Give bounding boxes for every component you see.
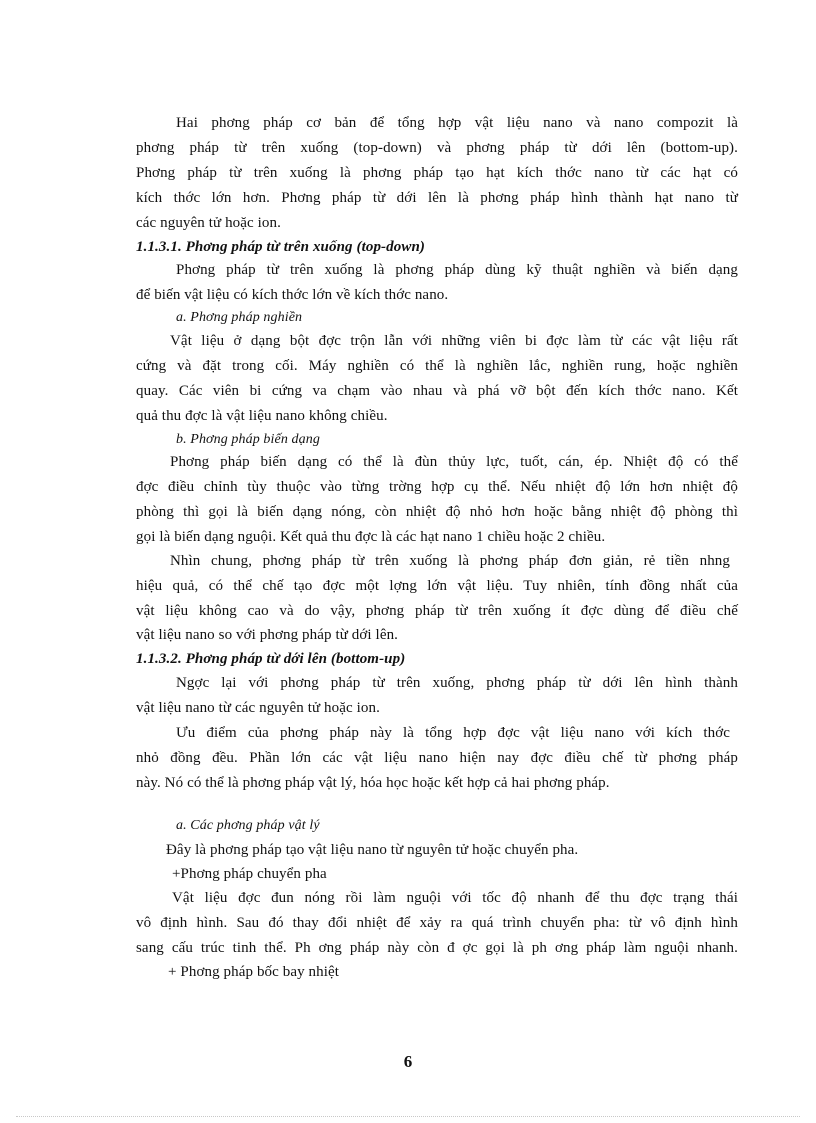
- paragraph-line: đợc điều chỉnh tùy thuộc vào từng trờng hợp cụ thể. Nếu nhiệt độ lớn hơn nhiệt độ: [136, 479, 738, 495]
- paragraph-line: vật liệu không cao và do vậy, phơng pháp từ trên xuống ít đợc dùng để điều chế: [136, 603, 738, 619]
- subsection-heading: a. Phơng pháp nghiền: [176, 310, 303, 325]
- paragraph-line: quay. Các viên bi cứng va chạm vào nhau và phá vỡ bột đến kích thớc nano. Kết: [136, 383, 738, 399]
- section-heading: 1.1.3.2. Phơng pháp từ dới lên (bottom-up): [136, 651, 406, 667]
- paragraph-line: Phơng pháp biến dạng có thể là đùn thủy lực, tuốt, cán, ép. Nhiệt độ có thể: [170, 454, 738, 470]
- paragraph-line: sang cấu trúc tinh thể. Ph ơng pháp này còn đ ợc gọi là ph ơng pháp làm nguội nhanh.: [136, 940, 738, 956]
- paragraph-line: Ưu điểm của phơng pháp này là tổng hợp đợc vật liệu nano với kích thớc: [176, 725, 730, 741]
- subsection-heading: b. Phơng pháp biến dạng: [176, 432, 320, 447]
- paragraph-line: này. Nó có thể là phơng pháp vật lý, hóa học hoặc kết hợp cả hai phơng pháp.: [136, 775, 610, 791]
- paragraph-line: hiệu quả, có thể chế tạo đợc một lợng lớn vật liệu. Tuy nhiên, tính đồng nhất của: [136, 578, 738, 594]
- paragraph-line: Nhìn chung, phơng pháp từ trên xuống là phơng pháp đơn giản, rẻ tiền nhng: [170, 553, 730, 569]
- paragraph-line: Ngợc lại với phơng pháp từ trên xuống, phơng pháp từ dới lên hình thành: [176, 675, 738, 691]
- list-label: + Phơng pháp bốc bay nhiệt: [168, 964, 340, 980]
- page-footer-rule: [16, 1116, 800, 1117]
- paragraph-line: phòng thì gọi là biến dạng nóng, còn nhiệt độ nhỏ hơn hoặc bằng nhiệt độ phòng thì: [136, 504, 738, 520]
- paragraph-line: nhỏ đồng đều. Phần lớn các vật liệu nano hiện nay đợc điều chế từ phơng pháp: [136, 750, 738, 766]
- paragraph-line: cứng và đặt trong cối. Máy nghiền có thể là nghiền lắc, nghiền rung, hoặc nghiền: [136, 358, 738, 374]
- paragraph-line: quả thu đợc là vật liệu nano không chiều.: [136, 408, 388, 424]
- paragraph-line: phơng pháp từ trên xuống (top-down) và phơng pháp từ dới lên (bottom-up).: [136, 140, 738, 156]
- page-number: 6: [403, 1052, 413, 1071]
- paragraph-line: kích thớc lớn hơn. Phơng pháp từ dới lên là phơng pháp hình thành hạt nano từ: [136, 190, 738, 206]
- paragraph-line: gọi là biến dạng nguội. Kết quả thu đợc là các hạt nano 1 chiều hoặc 2 chiều.: [136, 529, 606, 545]
- paragraph-line: Đây là phơng pháp tạo vật liệu nano từ nguyên tử hoặc chuyển pha.: [166, 842, 579, 858]
- paragraph-line: Phơng pháp từ trên xuống là phơng pháp dùng kỹ thuật nghiền và biến dạng: [176, 262, 738, 278]
- paragraph-line: Hai phơng pháp cơ bản để tổng hợp vật liệu nano và nano compozit là: [176, 115, 738, 131]
- paragraph-line: Vật liệu đợc đun nóng rồi làm nguội với tốc độ nhanh để thu đợc trạng thái: [172, 890, 738, 906]
- paragraph-line: vật liệu nano so với phơng pháp từ dới lên.: [136, 627, 399, 643]
- paragraph-line: Vật liệu ở dạng bột đợc trộn lẫn với những viên bi đợc làm từ các vật liệu rất: [170, 333, 738, 349]
- paragraph-line: để biến vật liệu có kích thớc lớn về kích thớc nano.: [136, 287, 449, 303]
- paragraph-line: vật liệu nano từ các nguyên tử hoặc ion.: [136, 700, 380, 716]
- paragraph-line: các nguyên tử hoặc ion.: [136, 215, 281, 231]
- list-label: +Phơng pháp chuyển pha: [172, 866, 327, 882]
- subsection-heading: a. Các phơng pháp vật lý: [176, 818, 320, 833]
- paragraph-line: Phơng pháp từ trên xuống là phơng pháp tạo hạt kích thớc nano từ các hạt có: [136, 165, 738, 181]
- section-heading: 1.1.3.1. Phơng pháp từ trên xuống (top-down): [136, 239, 425, 255]
- paragraph-line: vô định hình. Sau đó thay đổi nhiệt để xảy ra quá trình chuyển pha: từ vô định hình: [136, 915, 738, 931]
